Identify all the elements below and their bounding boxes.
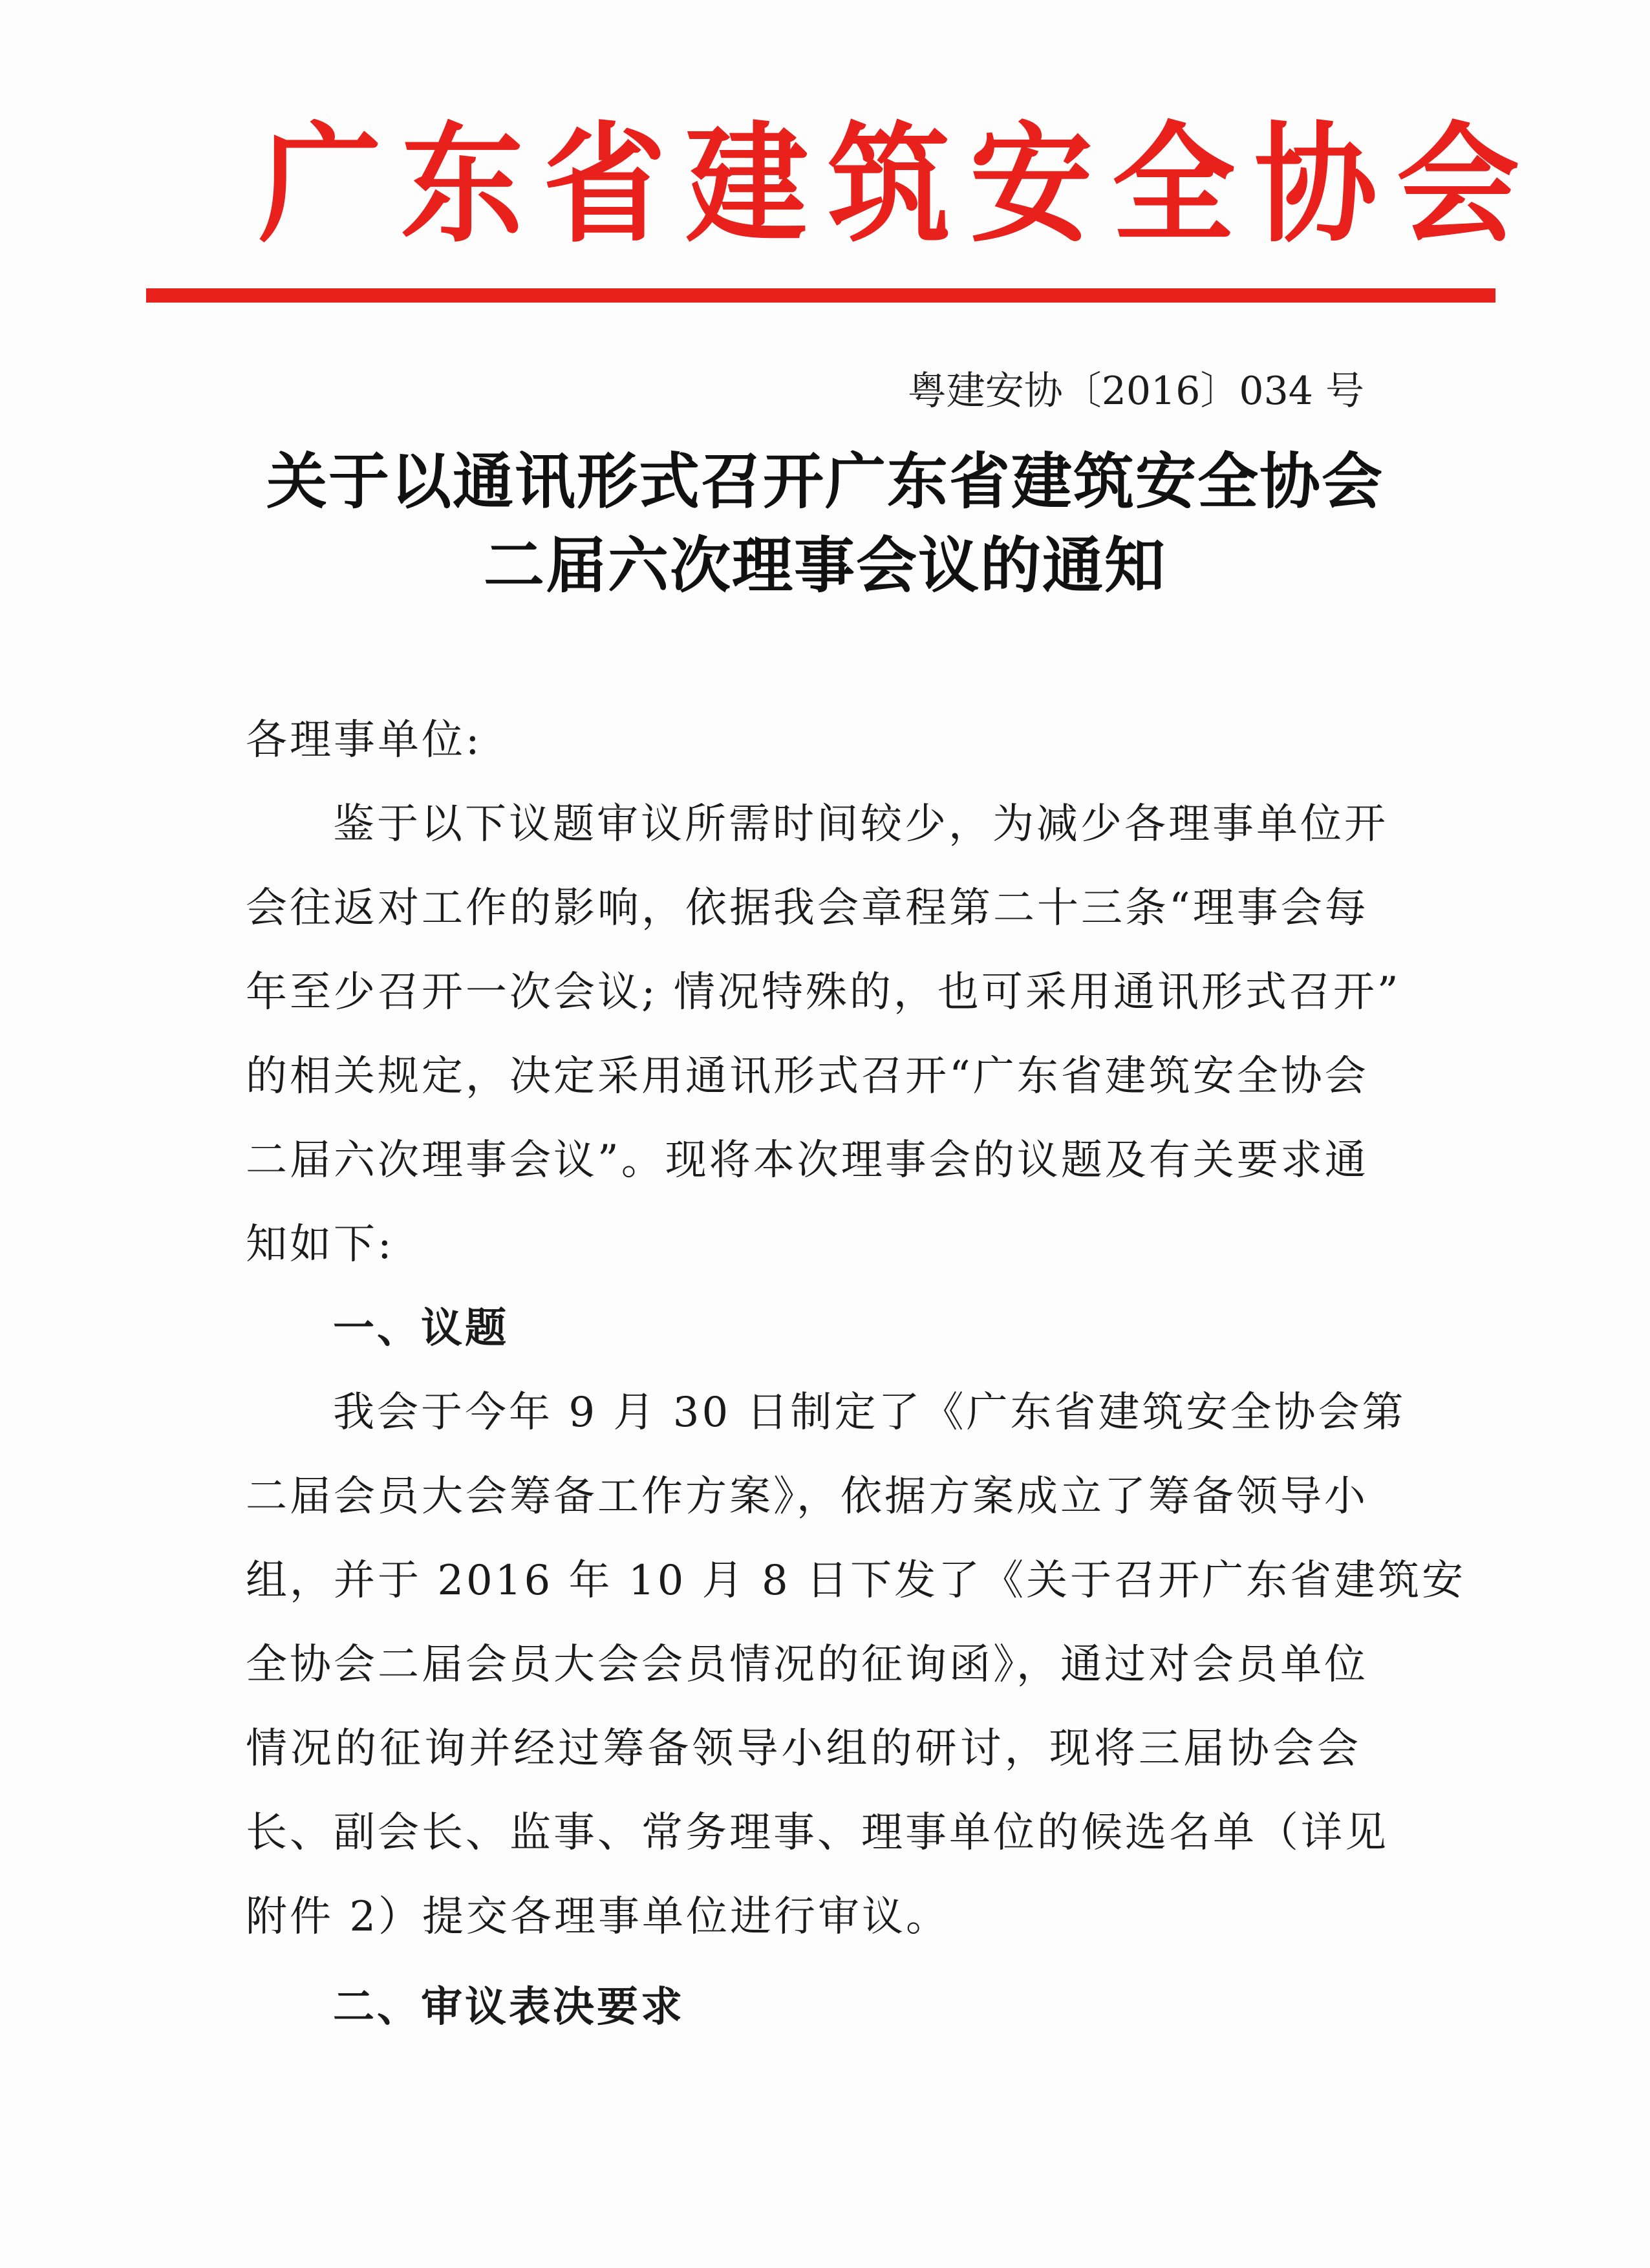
paragraph-1-line: 的相关规定，决定采用通讯形式召开“广东省建筑安全协会 — [246, 1053, 1369, 1100]
org-letterhead-title: 广东省建筑安全协会 — [259, 108, 1539, 261]
paragraph-2-line: 情况的征询并经过筹备领导小组的研讨，现将三届协会会 — [246, 1725, 1361, 1773]
paragraph-2-line: 长、副会长、监事、常务理事、理事单位的候选名单（详见 — [246, 1809, 1389, 1857]
paragraph-1-line: 二届六次理事会议”。现将本次理事会的议题及有关要求通 — [246, 1137, 1369, 1184]
document-title-line-1: 关于以通讯形式召开广东省建筑安全协会 — [266, 446, 1384, 517]
letterhead-red-rule — [146, 288, 1495, 303]
document-number: 粤建安协〔2016〕034 号 — [907, 369, 1364, 414]
paragraph-2-line: 二届会员大会筹备工作方案》，依据方案成立了筹备领导小 — [246, 1473, 1368, 1521]
paragraph-1-line: 年至少召开一次会议; 情况特殊的，也可采用通讯形式召开” — [246, 968, 1401, 1016]
paragraph-2-line: 全协会二届会员大会会员情况的征询函》，通过对会员单位 — [246, 1641, 1368, 1689]
document-title-line-2: 二届六次理事会议的通知 — [483, 530, 1166, 601]
paragraph-2-line: 附件 2）提交各理事单位进行审议。 — [246, 1893, 950, 1941]
paragraph-1-line: 鉴于以下议题审议所需时间较少，为减少各理事单位开 — [333, 800, 1388, 848]
section-2-heading: 二、审议表决要求 — [333, 1983, 685, 2031]
section-1-heading: 一、议题 — [333, 1304, 509, 1353]
paragraph-1-line: 会往返对工作的影响，依据我会章程第二十三条“理事会每 — [246, 884, 1369, 932]
paragraph-2-line: 组，并于 2016 年 10 月 8 日下发了《关于召开广东省建筑安 — [246, 1557, 1466, 1605]
paragraph-2-line: 我会于今年 9 月 30 日制定了《广东省建筑安全协会第 — [333, 1389, 1406, 1437]
salutation: 各理事单位: — [246, 716, 482, 764]
paragraph-1-line: 知如下: — [246, 1221, 394, 1268]
